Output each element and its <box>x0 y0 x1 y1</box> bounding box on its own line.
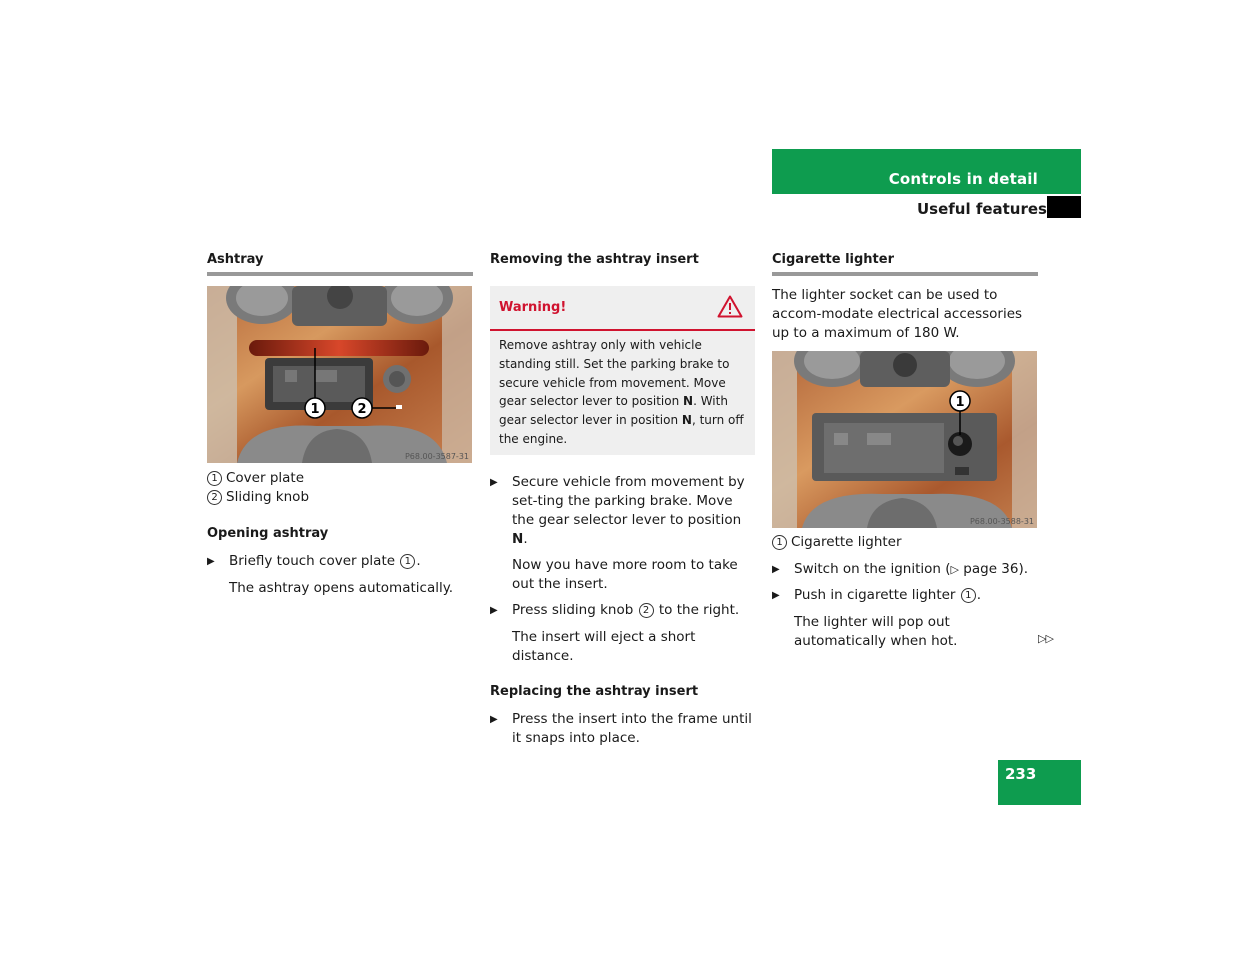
legend-item <box>207 469 473 488</box>
legend-number: 1 <box>207 471 222 486</box>
page-ref-arrow-icon: ▷ <box>950 563 959 576</box>
warning-box <box>490 286 755 455</box>
instruction-step <box>490 473 755 549</box>
step-text: . <box>523 530 528 547</box>
warning-text-bold: N <box>683 394 694 409</box>
warning-header <box>490 286 755 331</box>
callout-2-marker <box>352 398 372 418</box>
bullet-arrow-icon: ▶ <box>772 590 780 601</box>
callout-1-marker <box>305 398 325 418</box>
callout-1-label: 1 <box>310 402 320 417</box>
step-text: to the right. <box>658 601 740 618</box>
inline-number: 1 <box>961 588 976 603</box>
callout-1-label: 1 <box>955 395 965 410</box>
step-text: Switch on the ignition ( <box>794 561 951 577</box>
page-number: 233 <box>1005 765 1037 783</box>
step-result: Now you have more room to take out the insert. <box>512 556 738 592</box>
legend-text: Cover plate <box>226 470 305 486</box>
bullet-arrow-icon: ▶ <box>490 604 498 616</box>
warning-title: Warning! <box>499 300 567 315</box>
step-text: page 36). <box>959 561 1029 577</box>
warning-triangle-icon <box>717 295 743 318</box>
header-green-bar <box>772 149 1081 194</box>
inline-number: 2 <box>639 603 654 618</box>
instruction-step <box>772 560 1038 579</box>
image-code: P68.00-3588-31 <box>969 517 1034 526</box>
bullet-arrow-icon: ▶ <box>772 564 780 575</box>
step-text: Briefly touch cover plate <box>229 553 396 569</box>
bullet-arrow-icon: ▶ <box>490 476 498 488</box>
step-text: Secure vehicle from movement by set-ting the parking brake. Move the gear selector lever to position <box>512 473 745 528</box>
header-black-tab <box>1047 196 1081 218</box>
section-title: Controls in detail <box>888 170 1038 188</box>
legend-item <box>207 488 473 507</box>
heading-rule <box>207 272 473 276</box>
opening-heading: Opening ashtray <box>207 526 329 541</box>
warning-text <box>490 331 755 455</box>
instruction-step <box>772 586 1038 605</box>
column-removing <box>490 252 755 748</box>
inline-number: 1 <box>400 554 415 569</box>
warning-text-bold: N <box>681 413 692 428</box>
column-lighter <box>772 252 1038 651</box>
ashtray-photo <box>207 286 472 463</box>
legend-text: Cigarette lighter <box>791 534 902 550</box>
step-result: The lighter will pop out automatically when hot. <box>794 614 958 649</box>
continued-arrows-icon: ▷▷ <box>1038 632 1053 645</box>
bullet-arrow-icon: ▶ <box>207 556 215 567</box>
legend-item <box>772 533 1038 552</box>
warning-text-part: , turn off the engine. <box>499 413 744 446</box>
lighter-intro: The lighter socket can be used to accom-modate electrical accessories up to a maximum of 180 W. <box>772 287 1023 341</box>
instruction-step <box>207 552 473 571</box>
step-text: . <box>976 587 982 603</box>
legend-text: Sliding knob <box>226 489 310 505</box>
removing-heading: Removing the ashtray insert <box>490 252 699 267</box>
legend-number: 2 <box>207 490 222 505</box>
legend-number: 1 <box>772 535 787 550</box>
step-text: Push in cigarette lighter <box>794 587 956 603</box>
instruction-step <box>490 710 755 748</box>
step-result: The ashtray opens automatically. <box>229 580 454 596</box>
bullet-arrow-icon: ▶ <box>490 713 498 725</box>
warning-text-part: . With gear selector lever in position <box>499 394 728 428</box>
heading-rule <box>772 272 1038 276</box>
lighter-heading: Cigarette lighter <box>772 252 894 267</box>
image-code: P68.00-3587-31 <box>404 452 469 461</box>
replacing-heading: Replacing the ashtray insert <box>490 683 699 699</box>
subsection-title: Useful features <box>916 200 1047 218</box>
warning-text-part: Remove ashtray only with vehicle standing still. Set the parking brake to secure vehicle from movement. Move gear selector lever to position <box>499 338 730 409</box>
step-text: Press sliding knob <box>512 601 634 618</box>
step-result: The insert will eject a short distance. <box>512 628 696 664</box>
callout-2-label: 2 <box>357 402 367 417</box>
callout-1-marker <box>950 391 970 411</box>
ashtray-heading: Ashtray <box>207 252 264 267</box>
column-ashtray <box>207 252 473 598</box>
instruction-step <box>490 601 755 620</box>
page-number-box <box>998 760 1081 805</box>
step-text: . <box>416 553 421 569</box>
lighter-photo <box>772 351 1037 528</box>
step-text-bold: N <box>512 530 524 547</box>
step-text: Press the insert into the frame until it snaps into place. <box>512 710 752 746</box>
